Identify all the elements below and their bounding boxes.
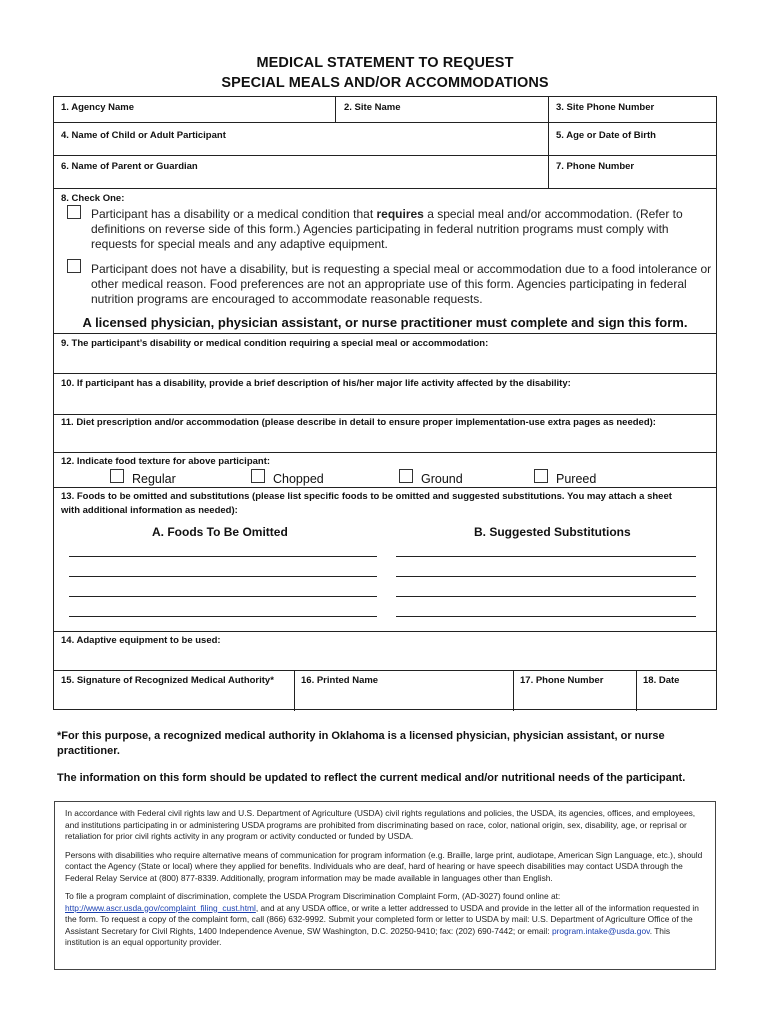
omitted-food-line[interactable] xyxy=(69,616,377,617)
date-label: 18. Date xyxy=(643,675,680,686)
age-dob-label: 5. Age or Date of Birth xyxy=(556,130,656,141)
update-note: The information on this form should be updated to reflect the current medical and/or nutritional needs of the participant. xyxy=(57,772,686,784)
agency-name-label: 1. Agency Name xyxy=(61,102,135,113)
divider xyxy=(548,97,549,188)
divider xyxy=(54,333,716,334)
divider xyxy=(335,97,336,122)
no-disability-option-text: Participant does not have a disability, but is requesting a special meal or accommodation due to a food intolerance or other medical reason. Food preferences are not an appropriate use of this form. Agencies participating in federal nutrition programs are encouraged to accommodate reasonable requests. xyxy=(91,262,712,306)
civil-rights-paragraph: Persons with disabilities who require alternative means of communication for program information (e.g. Braille, large print, audiotape, American Sign Language, etc.), should contact the Agency (State or local) where they applied for benefits. Individuals who are deaf, hard of hearing or have speech disabilities may contact USDA through the Federal Relay Service at (800) 877-8339. Additionally, program information may be made available in languages other than English. xyxy=(65,849,703,883)
texture-ground-checkbox[interactable] xyxy=(399,469,413,483)
life-activity-label: 10. If participant has a disability, provide a brief description of his/her major life activity affected by the disability: xyxy=(61,378,571,389)
phone-label: 7. Phone Number xyxy=(556,161,635,172)
texture-chopped-checkbox[interactable] xyxy=(251,469,265,483)
condition-label: 9. The participant’s disability or medical condition requiring a special meal or accommodation: xyxy=(61,338,489,349)
food-texture-label: 12. Indicate food texture for above participant: xyxy=(61,456,271,467)
medical-authority-footnote: *For this purpose, a recognized medical authority in Oklahoma is a licensed physician, physician assistant, or nurse practitioner. xyxy=(57,730,665,757)
form-title-line2: SPECIAL MEALS AND/OR ACCOMMODATIONS xyxy=(221,75,549,91)
substitutions-heading: B. Suggested Substitutions xyxy=(474,525,631,539)
site-phone-label: 3. Site Phone Number xyxy=(556,102,655,113)
texture-pureed-label: Pureed xyxy=(556,472,597,486)
substitution-line[interactable] xyxy=(396,576,696,577)
substitution-line[interactable] xyxy=(396,556,696,557)
adaptive-equipment-label: 14. Adaptive equipment to be used: xyxy=(61,635,221,646)
divider xyxy=(54,373,716,374)
no-disability-checkbox[interactable] xyxy=(67,259,81,273)
divider xyxy=(294,670,295,711)
texture-pureed-checkbox[interactable] xyxy=(534,469,548,483)
divider xyxy=(54,452,716,453)
substitution-line[interactable] xyxy=(396,616,696,617)
texture-ground-label: Ground xyxy=(421,472,463,486)
foods-omitted-heading: A. Foods To Be Omitted xyxy=(152,525,288,539)
disability-option-text: Participant has a disability or a medical condition that requires a special meal and/or accommodation. (Refer to definitions on reverse side of this form.) Agencies participating in federal nutrition programs must comply with requests for special meals and any adaptive equipment. xyxy=(91,207,683,251)
medical-statement-form xyxy=(53,96,717,710)
divider xyxy=(54,670,716,671)
check-one-label: 8. Check One: xyxy=(61,193,125,204)
licensed-statement: A licensed physician, physician assistant, or nurse practitioner must complete and sign this form. xyxy=(82,315,688,330)
texture-chopped-label: Chopped xyxy=(273,472,324,486)
divider xyxy=(54,155,716,156)
substitution-line[interactable] xyxy=(396,596,696,597)
omitted-foods-label-line1: 13. Foods to be omitted and substitutions (please list specific foods to be omitted and suggested substitutions. You may attach a sheet xyxy=(61,491,672,502)
divider xyxy=(54,188,716,189)
disability-checkbox[interactable] xyxy=(67,205,81,219)
divider xyxy=(54,414,716,415)
civil-rights-paragraph: To file a program complaint of discrimination, complete the USDA Program Discrimination Complaint Form, (AD-3027) found online at: http://www.ascr.usda.gov/complaint_filing_cust.html, and at any USDA office, or write a letter addressed to USDA and provide in the letter all of the information requested in the form. To request a copy of the complaint form, call (866) 632-9992. Submit your completed form or letter to USDA by mail: U.S. Department of Agriculture Office of the Assistant Secretary for Civil Rights, 1400 Independence Avenue, SW Washington, D.C. 20250-9410; fax: (202) 690-7442; or email: program.intake@usda.gov. This institution is an equal opportunity provider. xyxy=(65,891,699,947)
program-intake-email-link[interactable]: program.intake@usda.gov xyxy=(551,925,650,936)
omitted-food-line[interactable] xyxy=(69,596,377,597)
complaint-form-link[interactable]: http://www.ascr.usda.gov/complaint_filing_cust.html xyxy=(65,902,256,913)
divider xyxy=(513,670,514,711)
authority-phone-label: 17. Phone Number xyxy=(520,675,604,686)
omitted-food-line[interactable] xyxy=(69,576,377,577)
civil-rights-statement xyxy=(54,801,716,970)
parent-name-label: 6. Name of Parent or Guardian xyxy=(61,161,198,172)
texture-regular-checkbox[interactable] xyxy=(110,469,124,483)
signature-label: 15. Signature of Recognized Medical Authority* xyxy=(61,675,274,686)
divider xyxy=(54,487,716,488)
diet-prescription-label: 11. Diet prescription and/or accommodation (please describe in detail to ensure proper implementation-use extra pages as needed): xyxy=(61,417,656,428)
civil-rights-paragraph: In accordance with Federal civil rights law and U.S. Department of Agriculture (USDA) civil rights regulations and policies, the USDA, its agencies, offices, and employees, and institutions participating in or administering USDA programs are prohibited from discriminating based on race, color, national origin, sex, disability, age, or reprisal or retaliation for prior civil rights activity in any program or activity conducted or funded by USDA. xyxy=(65,808,696,841)
divider xyxy=(636,670,637,711)
site-name-label: 2. Site Name xyxy=(344,102,401,113)
printed-name-label: 16. Printed Name xyxy=(301,675,379,686)
texture-regular-label: Regular xyxy=(132,472,176,486)
omitted-foods-label-line2: with additional information as needed): xyxy=(61,505,238,516)
omitted-food-line[interactable] xyxy=(69,556,377,557)
divider xyxy=(54,122,716,123)
participant-name-label: 4. Name of Child or Adult Participant xyxy=(61,130,226,141)
form-title-line1: MEDICAL STATEMENT TO REQUEST xyxy=(256,55,514,71)
divider xyxy=(54,631,716,632)
